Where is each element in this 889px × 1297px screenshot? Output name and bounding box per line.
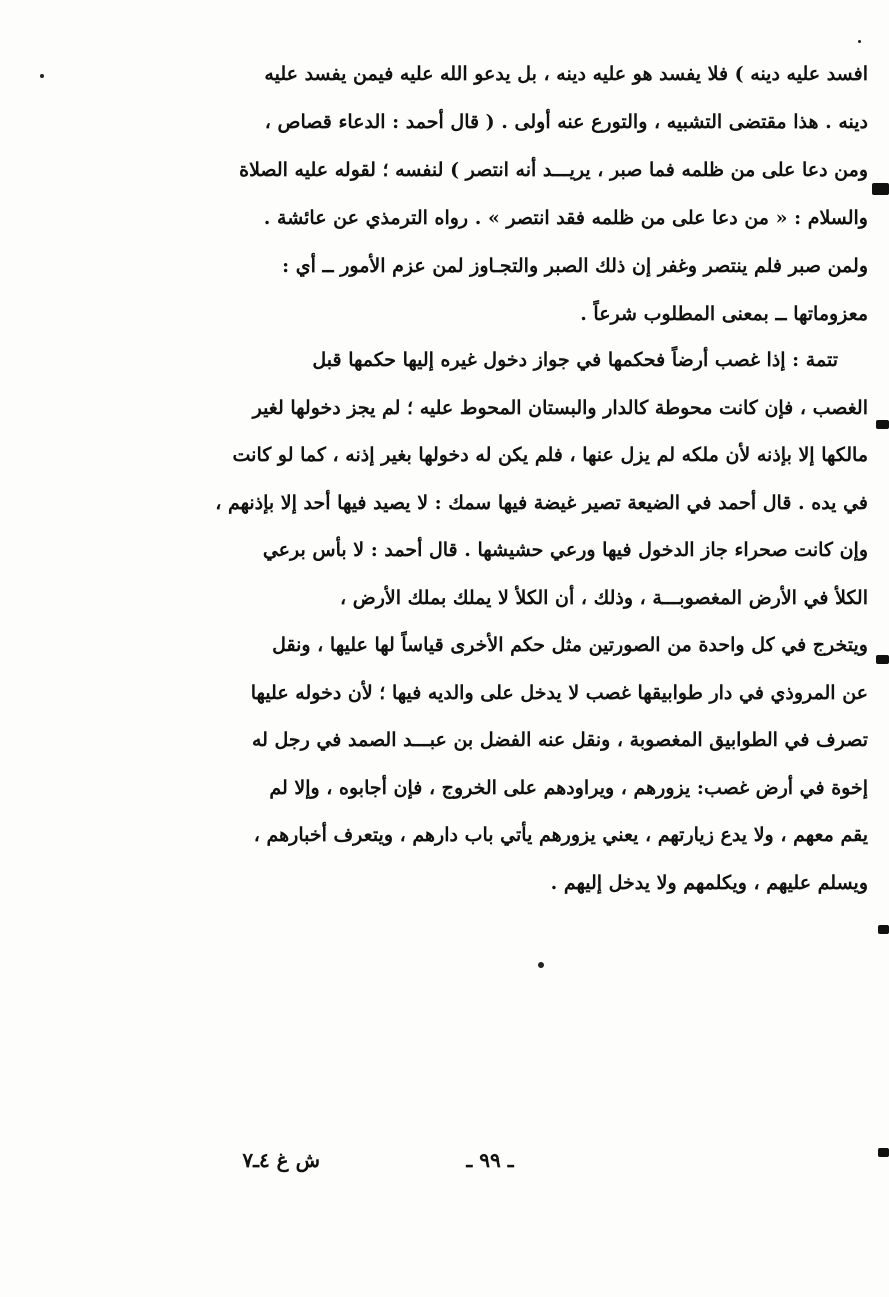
text-line: في يده . قال أحمد في الضيعة تصير غيضة فيها سمك : لا يصيد فيها أحد إلا بإذنهم ، — [215, 491, 868, 514]
text-line: يقم معهم ، ولا يدع زيارتهم ، يعني يزورهم يأتي باب دارهم ، ويتعرف أخبارهم ، — [253, 824, 868, 846]
scan-dot — [40, 74, 44, 78]
paragraph-2 — [150, 337, 868, 907]
text-line: تصرف في الطوابيق المغصوبة ، ونقل عنه الفضل بن عبـــد الصمد في رجل له — [251, 729, 868, 751]
binding-mark — [878, 1148, 889, 1157]
paragraph-1 — [150, 50, 868, 338]
text-line: إخوة في أرض غصب: يزورهم ، ويراودهم على الخروج ، فإن أجابوه ، وإلا لم — [269, 776, 868, 799]
text-line: ويتخرج في كل واحدة من الصورتين مثل حكم الأخرى قياساً لها عليها ، ونقل — [272, 634, 868, 656]
binding-mark — [876, 655, 889, 664]
page-number: ـ ٩٩ ـ — [466, 1148, 514, 1172]
signature-code: ش غ ٤ـ٧ — [242, 1148, 320, 1172]
text-line: افسد عليه دينه ) فلا يفسد هو عليه دينه ، بل يدعو الله عليه فيمن يفسد عليه — [264, 63, 868, 85]
binding-mark — [878, 925, 889, 934]
text-line: عن المروذي في دار طوابيقها غصب لا يدخل على والديه فيها ؛ لأن دخوله عليها — [250, 681, 868, 704]
text-line: وإن كانت صحراء جاز الدخول فيها ورعي حشيشها . قال أحمد : لا بأس برعي — [262, 539, 868, 561]
text-line: تتمة : إذا غصب أرضاً فحكمها في جواز دخول غيره إليها حكمها قبل — [312, 349, 838, 371]
text-line: والسلام : « من دعا على من ظلمه فقد انتصر » . رواه الترمذي عن عائشة . — [263, 207, 868, 229]
scan-dot — [538, 962, 544, 968]
text-line: معزوماتها ــ بمعنى المطلوب شرعاً . — [580, 303, 868, 325]
scan-dot — [858, 40, 861, 43]
text-line: الغصب ، فإن كانت محوطة كالدار والبستان المحوط عليه ؛ لم يجز دخولها لغير — [252, 396, 868, 419]
text-line: ولمن صبر فلم ينتصر وغفر إن ذلك الصبر والتجـاوز لمن عزم الأمور ــ أي : — [282, 255, 868, 277]
text-line: مالكها إلا بإذنه لأن ملكه لم يزل عنها ، فلم يكن له دخولها بغير إذنه ، كما لو كانت — [232, 444, 868, 466]
text-line: الكلأ في الأرض المغصوبـــة ، وذلك ، أن الكلأ لا يملك بملك الأرض ، — [340, 586, 868, 609]
binding-mark — [876, 420, 889, 429]
text-line: دينه . هذا مقتضى التشبيه ، والتورع عنه أولى . ( قال أحمد : الدعاء قصاص ، — [264, 111, 868, 133]
text-line: ومن دعا على من ظلمه فما صبر ، يريـــد أنه انتصر ) لنفسه ؛ لقوله عليه الصلاة — [239, 159, 868, 181]
binding-mark — [872, 183, 889, 195]
text-line: ويسلم عليهم ، ويكلمهم ولا يدخل إليهم . — [550, 871, 868, 894]
